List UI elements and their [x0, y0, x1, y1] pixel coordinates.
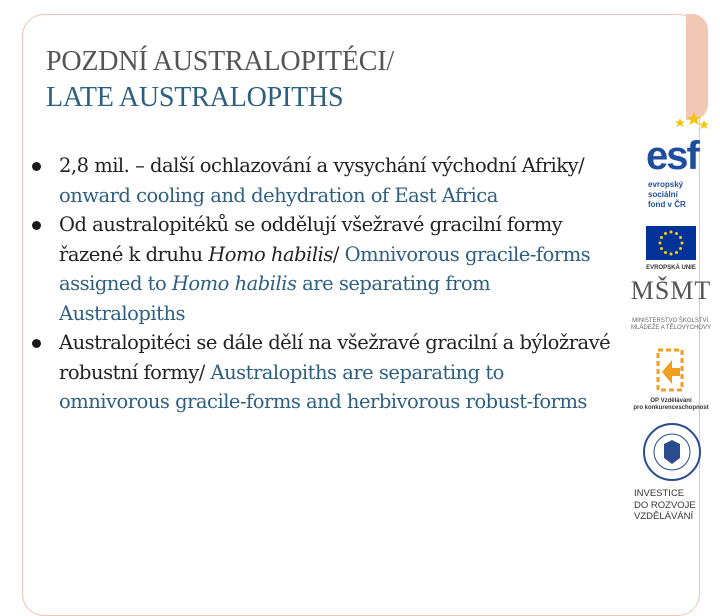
bullet-item — [32, 151, 612, 210]
eu-star — [679, 236, 682, 239]
esf-line1: evropský — [648, 180, 684, 189]
op-logo — [626, 348, 716, 414]
op-arrow-icon — [626, 348, 716, 394]
investice-line2: DO ROZVOJE — [634, 499, 696, 511]
bullet-text-czech: / — [332, 242, 345, 266]
university-seal-logo — [642, 422, 702, 482]
title-english: LATE AUSTRALOPITHS — [46, 82, 344, 113]
eu-star — [681, 242, 684, 245]
title-czech: POZDNÍ AUSTRALOPITÉCI/ — [46, 46, 394, 77]
eu-star — [660, 236, 663, 239]
bullet-item — [32, 210, 612, 328]
bullet-text-english: Homo habilis — [171, 272, 297, 295]
eu-star — [679, 247, 682, 250]
eu-logo — [646, 226, 696, 270]
bullet-text-english: onward cooling and dehydration of East Africa — [59, 183, 498, 207]
esf-line3: fond v ČR — [648, 200, 686, 209]
msmt-wordmark: MŠMT — [630, 276, 712, 305]
eu-star — [664, 251, 667, 254]
eu-star — [675, 251, 678, 254]
bullet-list — [32, 151, 612, 417]
bullet-text-czech: Homo habilis — [208, 242, 333, 266]
op-line2: pro konkurenceschopnost — [633, 405, 709, 411]
bullet-text-english: are separating from Australopiths — [59, 272, 491, 325]
eu-star — [660, 247, 663, 250]
esf-line2: sociální — [648, 190, 678, 199]
esf-logo — [642, 108, 712, 220]
investice-line1: INVESTICE — [634, 488, 685, 499]
eu-star — [670, 231, 673, 234]
eu-flag-icon — [646, 226, 696, 260]
sponsor-logos — [620, 100, 718, 540]
op-line1: OP Vzdělávání — [650, 398, 692, 404]
bullet-text-english: Omnivorous gracile-forms assigned to — [59, 242, 591, 295]
eu-caption: EVROPSKÁ UNIE — [646, 265, 696, 271]
eu-star — [659, 242, 662, 245]
bullet-text-czech: Australopitéci se dále dělí na všežravé gracilní a býložravé robustní formy/ — [59, 331, 611, 384]
slide-title — [46, 44, 394, 116]
msmt-logo — [624, 276, 718, 346]
eu-star — [664, 232, 667, 235]
msmt-line1: MINISTERSTVO ŠKOLSTVÍ, — [632, 318, 710, 324]
investice-logo — [634, 488, 718, 536]
investice-line3: VZDĚLÁVÁNÍ — [634, 511, 694, 522]
eu-star — [670, 253, 673, 256]
bullet-text-czech: Od australopitéků se oddělují všežravé gracilní formy řazené k druhu — [59, 213, 563, 266]
esf-wordmark: esf — [646, 134, 698, 178]
bullet-text-english: Australopiths are separating to omnivorous gracile-forms and herbivorous robust-forms — [59, 360, 587, 413]
university-seal-icon — [642, 422, 702, 482]
eu-star — [675, 232, 678, 235]
msmt-line2: MLÁDEŽE A TĚLOVÝCHOVY — [631, 325, 711, 331]
bullet-item — [32, 328, 612, 417]
bullet-text-czech: 2,8 mil. – další ochlazování a vysychání východní Afriky/ — [59, 154, 585, 177]
